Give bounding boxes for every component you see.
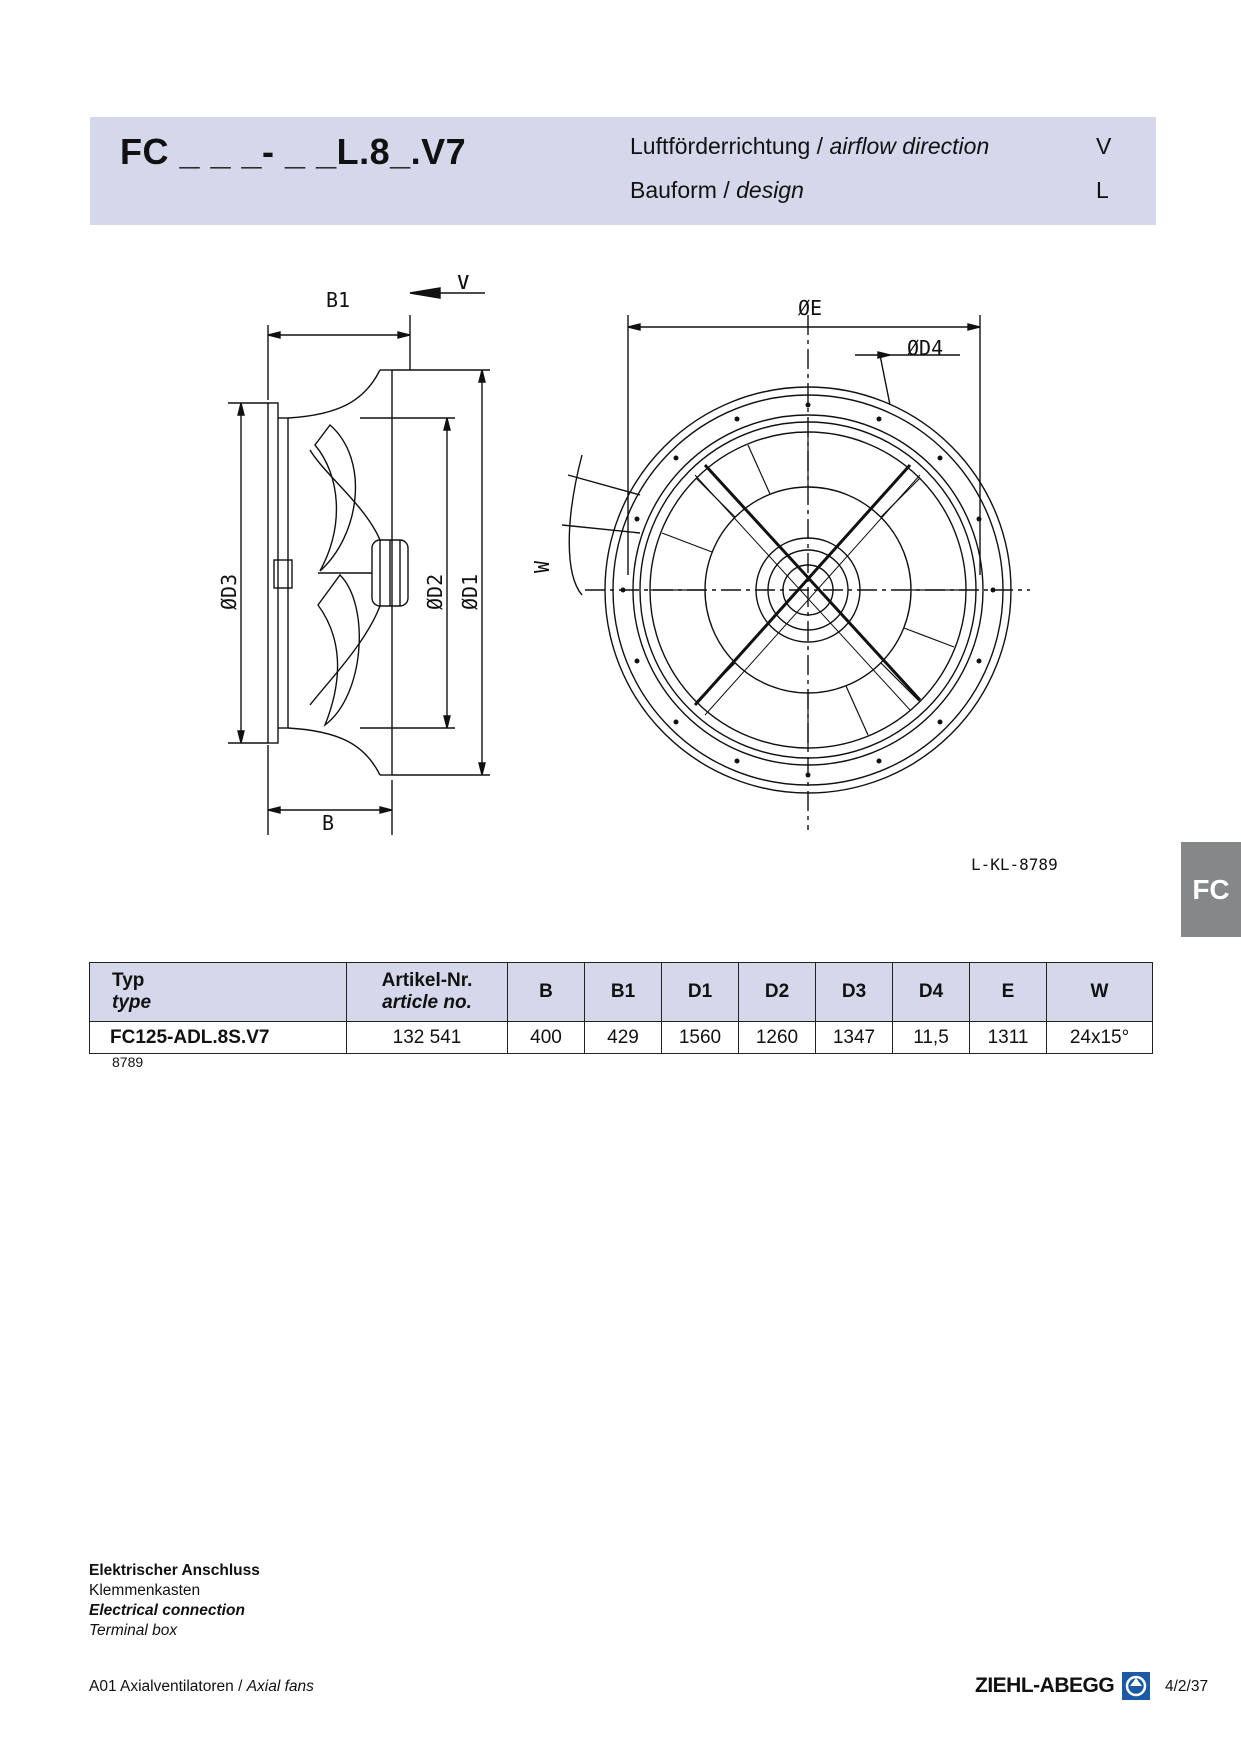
drawing-reference: L-KL-8789 [971,855,1058,874]
col-header-e: E [970,963,1047,1022]
col-header-type: Typ type [90,963,347,1022]
dim-label-d1: ØD1 [458,573,482,610]
dim-label-b: B [322,811,335,835]
fan-technical-drawing [200,275,1040,840]
section-tab-fc: FC [1181,842,1241,937]
model-code: FC _ _ _- _ _L.8_.V7 [120,131,467,172]
title-banner [90,117,1156,225]
col-header-b: B [508,963,585,1022]
airflow-value: V [1096,133,1112,159]
col-header-d2: D2 [739,963,816,1022]
cell-d3: 1347 [816,1022,893,1054]
cell-article: 132 541 [347,1022,508,1054]
cell-b1: 429 [585,1022,662,1054]
table-header-row [90,963,1153,1022]
dim-label-d4: ØD4 [907,336,944,360]
cell-d4: 11,5 [893,1022,970,1054]
airflow-label: Luftförderrichtung / airflow direction [630,133,990,159]
svg-text:V: V [456,275,471,295]
dim-label-d2: ØD2 [423,573,447,610]
design-value: L [1096,177,1109,203]
electrical-title-en: Electrical connection [89,1602,245,1619]
design-label: Bauform / design [630,177,804,203]
dim-label-w: W [530,560,554,573]
dim-label-e: ØE [798,296,823,320]
table-footnote: 8789 [112,1054,144,1070]
electrical-connection-note [89,1561,260,1641]
page-number: 4/2/37 [1165,1678,1209,1695]
electrical-sub-en: Terminal box [89,1622,178,1639]
col-header-d4: D4 [893,963,970,1022]
footer-section: A01 Axialventilatoren / Axial fans [89,1678,314,1695]
col-header-b1: B1 [585,963,662,1022]
table-row [90,1022,1153,1054]
dim-label-d3: ØD3 [217,573,241,610]
col-header-d3: D3 [816,963,893,1022]
dimensions-table [89,962,1153,1054]
brand-logo-icon [1122,1672,1150,1705]
cell-d1: 1560 [662,1022,739,1054]
cell-w: 24x15° [1047,1022,1153,1054]
col-header-article: Artikel-Nr. article no. [347,963,508,1022]
electrical-title-de: Elektrischer Anschluss [89,1562,260,1579]
brand-wordmark: ZIEHL-ABEGG [975,1674,1115,1697]
dim-label-b1: B1 [326,288,351,312]
cell-d2: 1260 [739,1022,816,1054]
col-header-d1: D1 [662,963,739,1022]
col-header-w: W [1047,963,1153,1022]
cell-e: 1311 [970,1022,1047,1054]
cell-type: FC125-ADL.8S.V7 [90,1022,347,1054]
electrical-sub-de: Klemmenkasten [89,1582,201,1599]
cell-b: 400 [508,1022,585,1054]
